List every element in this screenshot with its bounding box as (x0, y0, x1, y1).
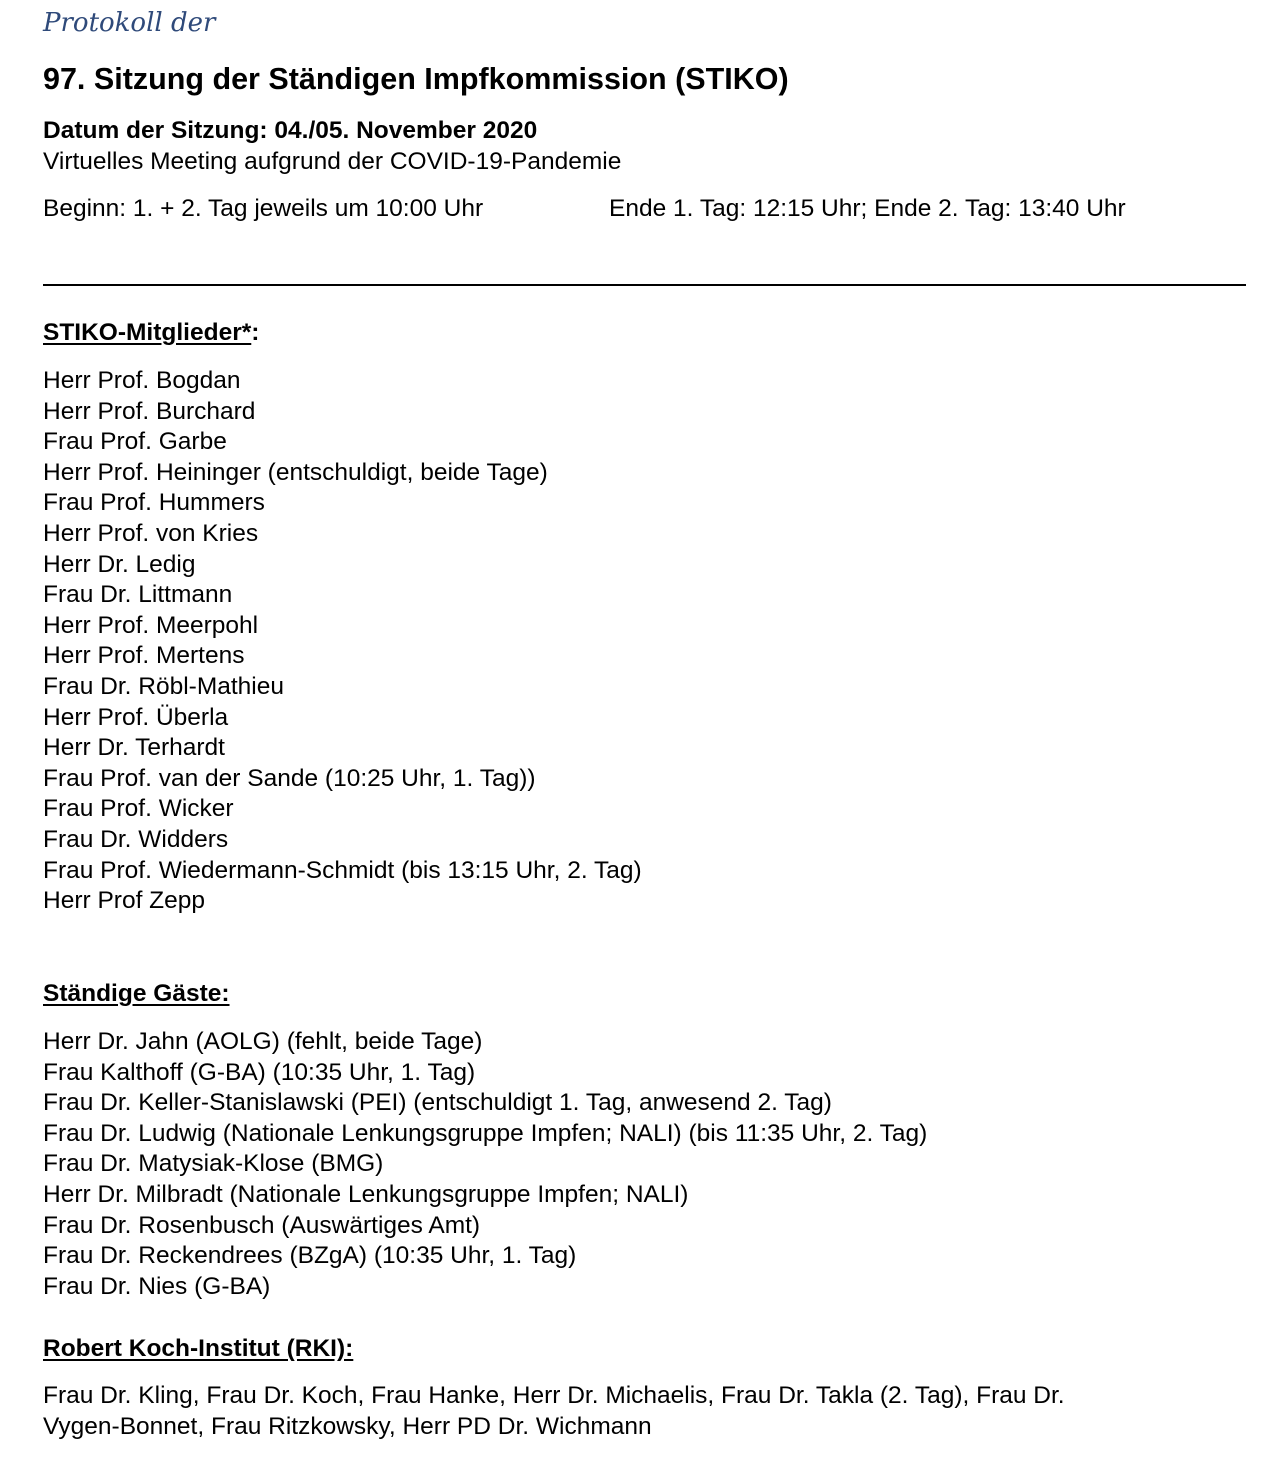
list-item: Frau Prof. Garbe (43, 428, 227, 456)
list-item: Herr Prof. Meerpohl (43, 611, 259, 639)
guests-heading-label: Ständige Gäste: (43, 980, 230, 1007)
rki-staff (43, 1381, 1248, 1442)
rki-heading-label: Robert Koch-Institut (RKI): (43, 1335, 354, 1362)
rki-staff-line: Frau Dr. Kling, Frau Dr. Koch, Frau Hanke, Herr Dr. Michaelis, Frau Dr. Takla (2. Tag), Frau Dr. (43, 1382, 1065, 1409)
list-item: Frau Prof. van der Sande (10:25 Uhr, 1. Tag)) (43, 764, 536, 792)
document-kicker: Protokoll der (43, 8, 216, 38)
list-item: Herr Prof. Bogdan (43, 367, 241, 394)
list-item: Frau Prof. Wicker (43, 795, 234, 823)
list-item: Frau Kalthoff (G-BA) (10:35 Uhr, 1. Tag) (43, 1058, 476, 1086)
page-title: 97. Sitzung der Ständigen Impfkommission (STIKO) (43, 62, 789, 96)
list-item: Frau Dr. Reckendrees (BZgA) (10:35 Uhr, 1. Tag) (43, 1242, 577, 1270)
members-list (43, 366, 642, 917)
list-item: Frau Dr. Widders (43, 825, 229, 853)
end-time: Ende 1. Tag: 12:15 Uhr; Ende 2. Tag: 13:40 Uhr (609, 195, 1126, 222)
guests-heading (43, 980, 230, 1008)
members-heading (43, 319, 259, 347)
meeting-date: Datum der Sitzung: 04./05. November 2020 (43, 117, 538, 144)
list-item: Frau Dr. Littmann (43, 581, 233, 609)
list-item: Frau Dr. Nies (G-BA) (43, 1272, 271, 1300)
list-item: Herr Prof. von Kries (43, 519, 259, 547)
list-item: Herr Dr. Jahn (AOLG) (fehlt, beide Tage) (43, 1028, 483, 1055)
list-item: Herr Prof. Burchard (43, 397, 256, 425)
list-item: Frau Dr. Matysiak-Klose (BMG) (43, 1150, 384, 1178)
list-item: Herr Dr. Milbradt (Nationale Lenkungsgruppe Impfen; NALI) (43, 1180, 689, 1208)
rki-staff-line: Vygen-Bonnet, Frau Ritzkowsky, Herr PD Dr. Wichmann (43, 1412, 652, 1440)
list-item: Herr Prof. Mertens (43, 642, 245, 670)
list-item: Frau Prof. Hummers (43, 489, 265, 517)
divider (43, 284, 1246, 286)
list-item: Herr Prof Zepp (43, 887, 206, 915)
rki-heading (43, 1335, 353, 1363)
list-item: Frau Dr. Rosenbusch (Auswärtiges Amt) (43, 1211, 481, 1239)
list-item: Frau Dr. Keller-Stanislawski (PEI) (entschuldigt 1. Tag, anwesend 2. Tag) (43, 1089, 832, 1117)
list-item: Frau Dr. Röbl-Mathieu (43, 672, 285, 700)
list-item: Herr Dr. Ledig (43, 550, 196, 578)
guests-list (43, 1027, 927, 1302)
list-item: Herr Prof. Heininger (entschuldigt, beide Tage) (43, 458, 548, 486)
members-heading-colon: : (251, 319, 260, 346)
list-item: Herr Prof. Überla (43, 703, 229, 731)
meeting-venue: Virtuelles Meeting aufgrund der COVID-19-Pandemie (43, 148, 622, 175)
list-item: Frau Prof. Wiedermann-Schmidt (bis 13:15 Uhr, 2. Tag) (43, 856, 642, 884)
list-item: Herr Dr. Terhardt (43, 734, 225, 762)
meeting-times (43, 195, 1248, 223)
start-time: Beginn: 1. + 2. Tag jeweils um 10:00 Uhr (43, 195, 484, 222)
list-item: Frau Dr. Ludwig (Nationale Lenkungsgruppe Impfen; NALI) (bis 11:35 Uhr, 2. Tag) (43, 1119, 928, 1147)
members-heading-label: STIKO-Mitglieder* (43, 319, 252, 346)
